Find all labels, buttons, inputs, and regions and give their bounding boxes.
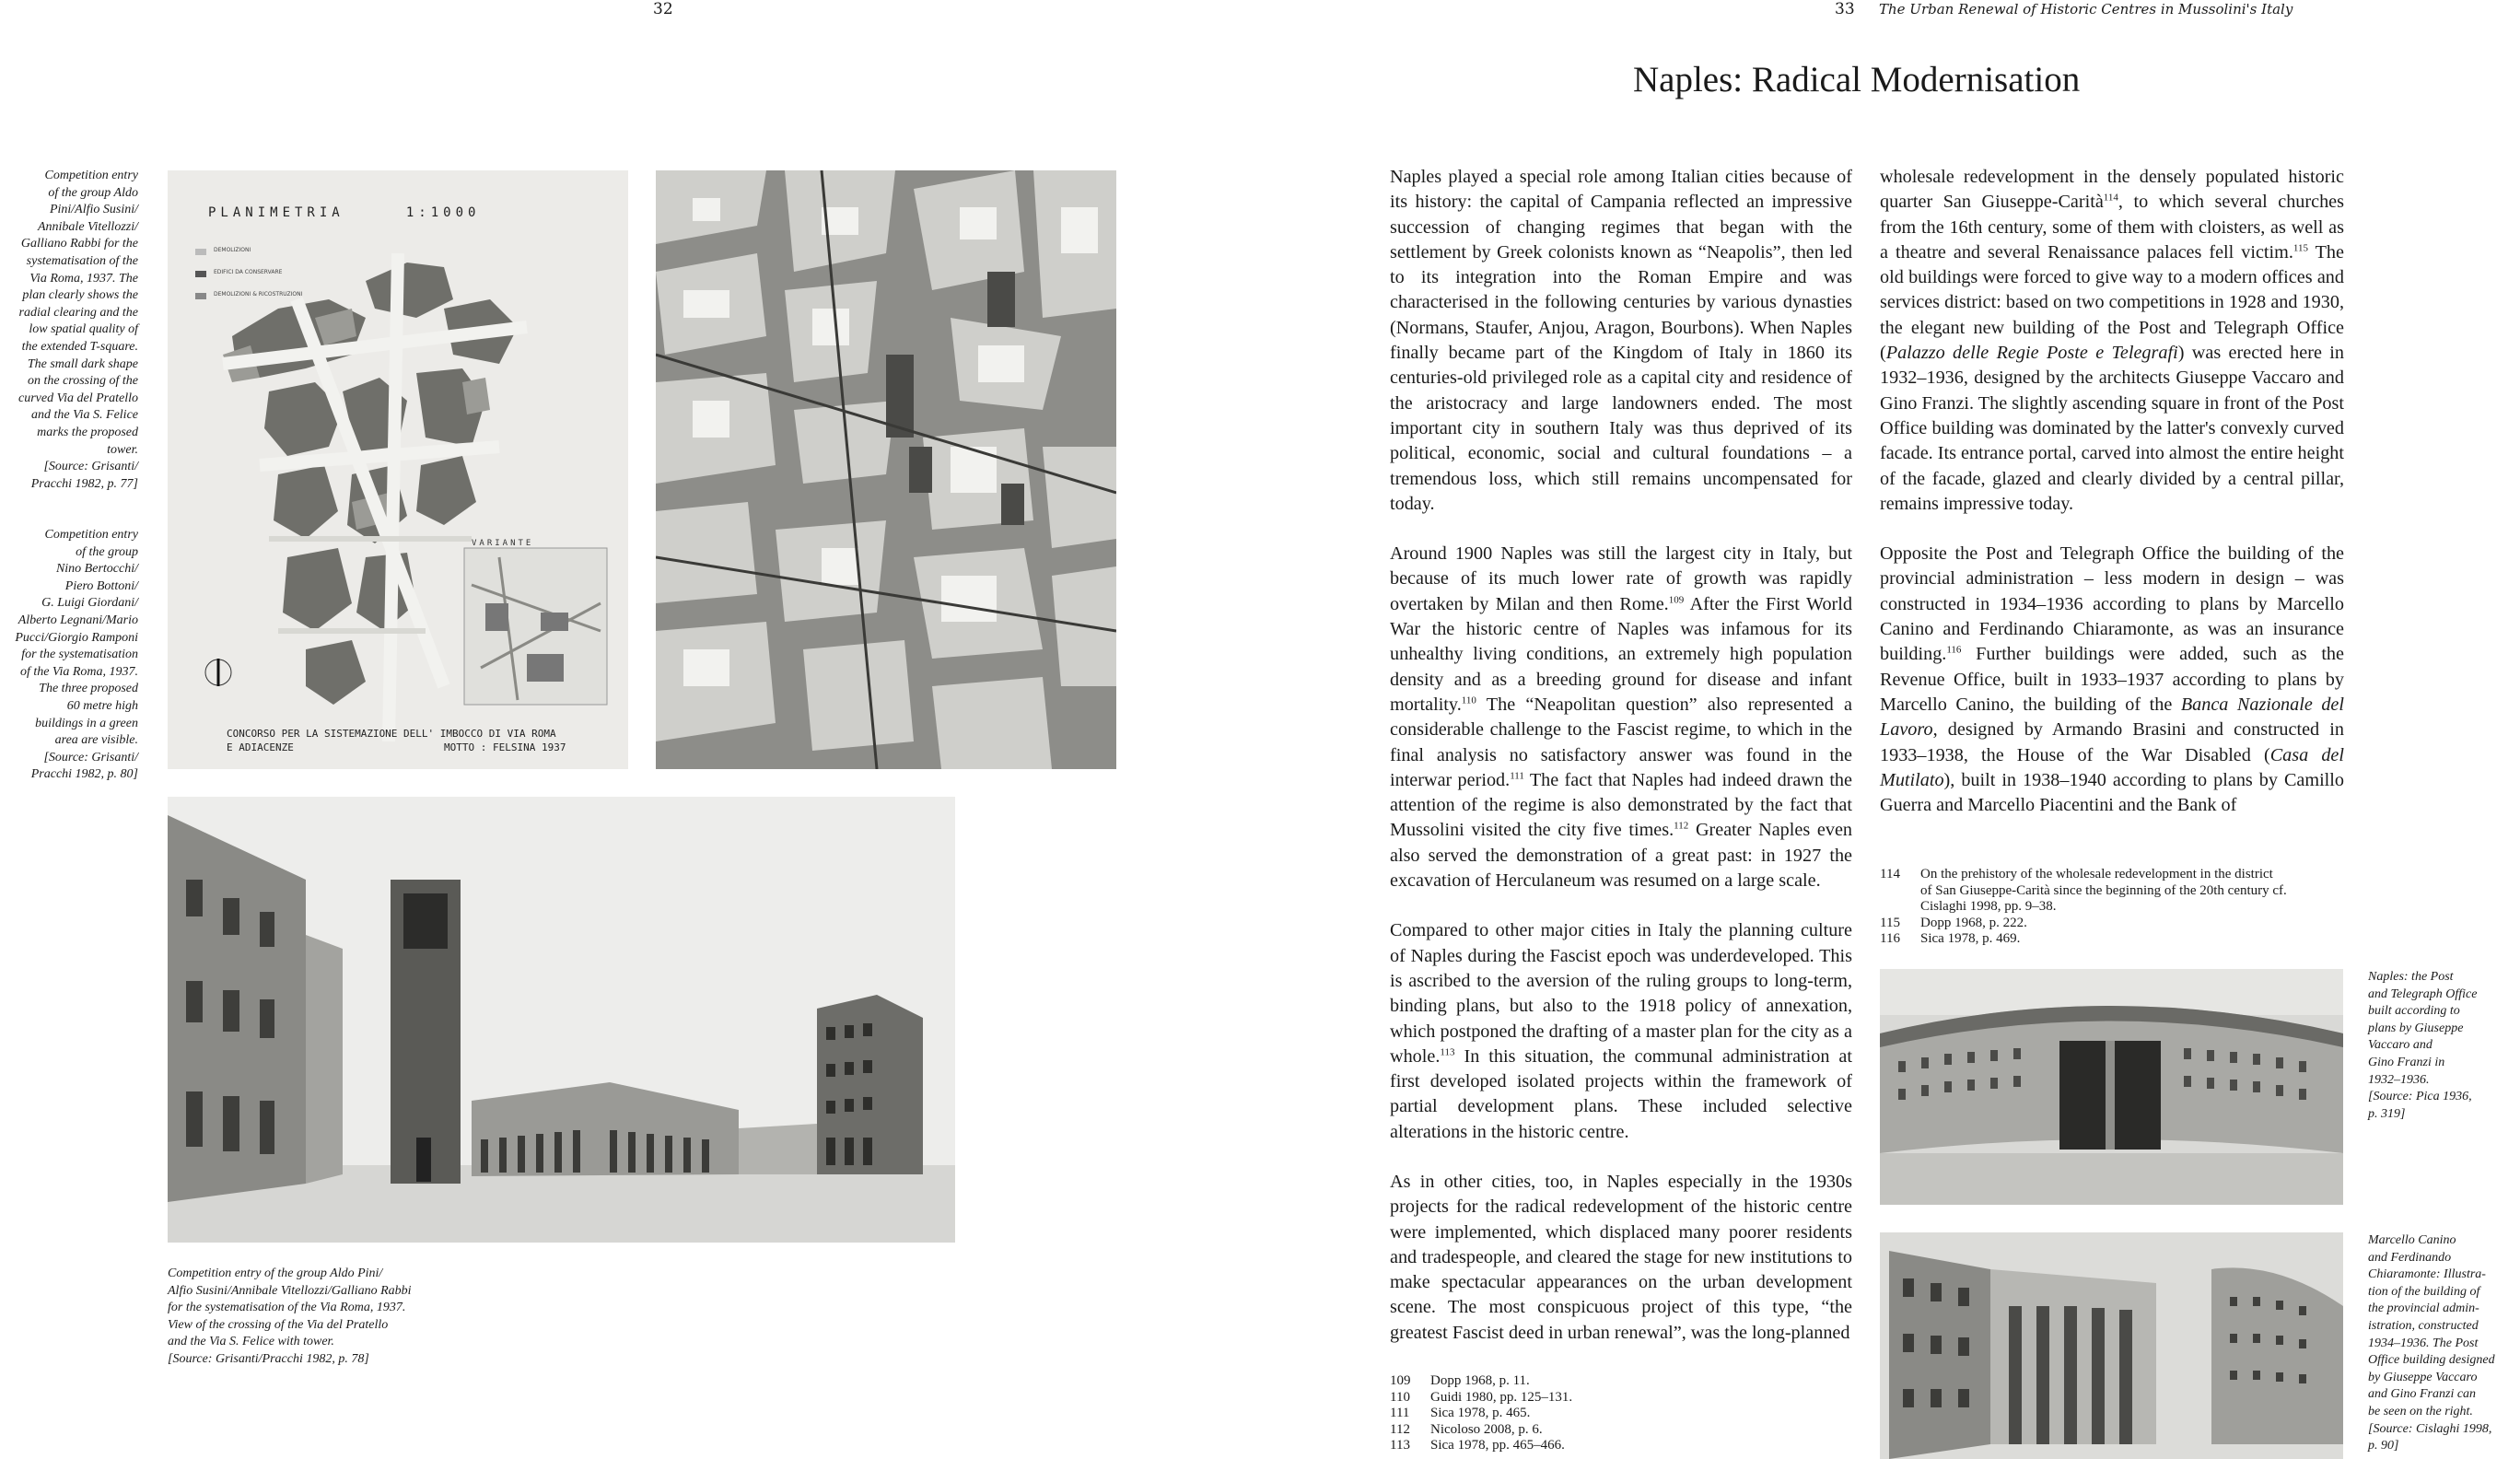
body-column-1 bbox=[1390, 165, 1852, 1371]
running-head: The Urban Renewal of Historic Centres in Mussolini's Italy bbox=[1879, 1, 2293, 18]
caption-plan-pini: Competition entry of the group Aldo Pini/Alfio Susini/ Annibale Vitellozzi/ Galliano Rabbi for the systematisation of the Via Roma, 1937. The plan clearly shows the radial clearing and the low spatial quality of the extended T-square. The small dark shape on the crossing of the curved Via del Pratello and the Via S. Felice marks the proposed tower. [Source: Grisanti/ Pracchi 1982, p. 77] bbox=[18, 169, 138, 491]
footnote: 112 Nicoloso 2008, p. 6. bbox=[1390, 1421, 1543, 1437]
plan-footer-1: CONCORSO PER LA SISTEMAZIONE DELL' IMBOCCO DI VIA ROMA bbox=[227, 728, 556, 740]
paragraph-4: As in other cities, too, in Naples especially in the 1930s projects for the radical redevelopment of the historic centre were implemented, which displaced many poorer residents and tradespeople, and cleared the stage for new institutions to make spectacular appearances on the urban development scene. The most conspicuous project of this type, “the greatest Fascist deed in urban renewal”, was the long-planned bbox=[1390, 1171, 1852, 1343]
perspective-view-image bbox=[168, 797, 955, 1243]
page-number-left: 32 bbox=[653, 0, 673, 18]
paragraph-3: Compared to other major cities in Italy the planning culture of Naples during the Fascist epoch was underdeveloped. This is ascribed to the aversion of the ruling groups to long-term, binding plans, but also to the 1918 policy of annexation, which postponed the drafting of a master plan for the city as a whole.$^{113}$ In this situation, the communal administration at first developed isolated projects within the framework of partial development plans. These included selective alterations in the historic centre. bbox=[1390, 920, 1852, 1142]
page-number-right: 33 bbox=[1835, 0, 1855, 18]
footnotes-column-1 bbox=[1390, 1373, 1758, 1454]
footnote: 110 Guidi 1980, pp. 125–131. bbox=[1390, 1389, 1573, 1405]
footnote: 111 Sica 1978, p. 465. bbox=[1390, 1406, 1531, 1420]
footnote: 113 Sica 1978, pp. 465–466. bbox=[1390, 1438, 1565, 1453]
footnote: 116 Sica 1978, p. 469. bbox=[1880, 931, 2021, 946]
provincial-administration-svg bbox=[1880, 1232, 2343, 1459]
provincial-administration-illustration bbox=[1880, 1232, 2343, 1459]
footnote: 114 On the prehistory of the wholesale redevelopment in the district of San Giuseppe-Carità since the beginning of the 20th century cf. Cislaghi 1998, pp. 9–38. bbox=[1880, 867, 2287, 914]
note-ref[interactable]: 111 bbox=[1510, 770, 1524, 782]
footnote: 109 Dopp 1968, p. 11. bbox=[1390, 1373, 1530, 1388]
note-ref[interactable]: 116 bbox=[1946, 644, 1962, 656]
caption-provincial-administration: Marcello Canino and Ferdinando Chiaramonte: Illustra- tion of the building of the provincial admin- istration, constructed 1934–1936. The Post Office building designed by Giuseppe Vaccaro and Gino Franzi can be seen on the right. [Source: Cislaghi 1998, p. 90] bbox=[2368, 1233, 2495, 1453]
footnotes-column-2 bbox=[1880, 867, 2359, 948]
caption-post-office: Naples: the Post and Telegraph Office built according to plans by Giuseppe Vaccaro and Gino Franzi in 1932–1936. [Source: Pica 1936, p. 319] bbox=[2368, 970, 2478, 1121]
note-ref[interactable]: 114 bbox=[2103, 192, 2118, 204]
paragraph-5: wholesale redevelopment in the densely populated historic quarter San Giuseppe-Carità$^{114}$, to which several churches from the 16th century, some of them with cloisters, as well as a theatre and several Renaissance palaces fell victim.$^{115}$ The old buildings were forced to give way to a modern offices and services district: based on two competitions in 1928 and 1930, the elegant new building of the Post and Telegraph Office (Palazzo delle Regie Poste e Telegrafi) was erected here in 1932–1936, designed by the architects Giuseppe Vaccaro and Gino Franzi. The slightly ascending square in front of the Post Office building was dominated by the latter's convexly curved facade. Its entrance portal, carved into almost the entire height of the facade, glazed and clearly divided by a central pillar, remains impressive today. bbox=[1880, 167, 2344, 514]
plan-inset-label: VARIANTE bbox=[472, 539, 534, 548]
plan-legend-3: DEMOLIZIONI & RICOSTRUZIONI bbox=[214, 291, 303, 298]
plan-footer-2b: MOTTO : FELSINA 1937 bbox=[444, 741, 566, 753]
post-office-svg bbox=[1880, 969, 2343, 1205]
caption-perspective: Competition entry of the group Aldo Pini/ Alfio Susini/Annibale Vitellozzi/Galliano Rabbi for the systematisation of the Via Roma, 1937. View of the crossing of the Via del Pratello and the Via S. Felice with tower. [Source: Grisanti/Pracchi 1982, p. 78] bbox=[168, 1266, 412, 1366]
plan-legend-1: DEMOLIZIONI bbox=[214, 247, 251, 253]
note-ref[interactable]: 113 bbox=[1440, 1046, 1455, 1058]
model-photo-image bbox=[656, 170, 1116, 769]
paragraph-6: Opposite the Post and Telegraph Office the building of the provincial administration – less modern in design – was constructed in 1934–1936 according to plans by Marcello Canino and Ferdinando Chiaramonte, as was an insurance building.$^{116}$ Further buildings were added, such as the Revenue Office, built in 1933–1937 according to plans by Marcello Canino, the building of the Banca Nazionale del Lavoro, designed by Armando Brasini and constructed in 1933–1938, the House of the War Disabled (Casa del Mutilato), built in 1938–1940 according to plans by Camillo Guerra and Marcello Piacentini and the Bank of bbox=[1880, 543, 2344, 816]
plan-legend-2: EDIFICI DA CONSERVARE bbox=[214, 269, 283, 275]
note-ref[interactable]: 112 bbox=[1674, 820, 1689, 832]
plan-footer-2a: E ADIACENZE bbox=[227, 741, 294, 753]
caption-model-bertocchi: Competition entry of the group Nino Bertocchi/ Piero Bottoni/ G. Luigi Giordani/ Alberto Legnani/Mario Pucci/Giorgio Ramponi for the systematisation of the Via Roma, 1937. The three proposed 60 metre high buildings in a green area are visible. [Source: Grisanti/ Pracchi 1982, p. 80] bbox=[15, 528, 138, 782]
footnote: 115 Dopp 1968, p. 222. bbox=[1880, 915, 2027, 930]
paragraph-2: Around 1900 Naples was still the largest city in Italy, but because of its much lower rate of growth was rapidly overtaken by Milan and then Rome.$^{109}$ After the First World War the historic centre of Naples was infamous for its unhealthy living conditions, an extremely high population density and as a breeding ground for disease and infant mortality.$^{110}$ The “Neapolitan question” also represented a considerable challenge to the Fascist regime, to which in the final analysis no satisfactory answer was found in the interwar period.$^{111}$ The fact that Naples had indeed drawn the attention of the regime is also demonstrated by the fact that Mussolini visited the city five times.$^{112}$ Greater Naples even also served the demonstration of a great past: in 1927 the excavation of Herculaneum was resumed on a large scale. bbox=[1390, 543, 1852, 892]
note-ref[interactable]: 115 bbox=[2292, 242, 2308, 254]
paragraph-1: Naples played a special role among Italian cities because of its history: the capital of Campania reflected an impressive succession of changing regimes that began with the settlement by Greek colonists known as “Neapolis”, then led to its integration into the Roman Empire and was characterised in the following centuries by various dynasties (Normans, Staufer, Anjou, Aragon, Bourbons). When Naples finally became part of the Kingdom of Italy in 1860 its centuries-old privileged role as a capital city and residence of the aristocracy and large landowners ended. The most important city in southern Italy was thus deprived of its political, economic, social and cultural foundations – a tremendous loss, which still remains uncompensated for today. bbox=[1390, 167, 1852, 514]
model-photo-svg bbox=[656, 170, 1116, 769]
plan-drawing-image bbox=[168, 170, 628, 769]
note-ref[interactable]: 110 bbox=[1461, 694, 1476, 706]
post-office-photo bbox=[1880, 969, 2343, 1205]
chapter-title: Naples: Radical Modernisation bbox=[1633, 60, 2081, 99]
note-ref[interactable]: 109 bbox=[1668, 594, 1685, 606]
plan-title: PLANIMETRIA 1:1000 bbox=[208, 205, 481, 220]
perspective-view-svg bbox=[168, 797, 955, 1243]
plan-drawing-svg bbox=[168, 170, 628, 769]
body-column-2 bbox=[1880, 165, 2344, 843]
